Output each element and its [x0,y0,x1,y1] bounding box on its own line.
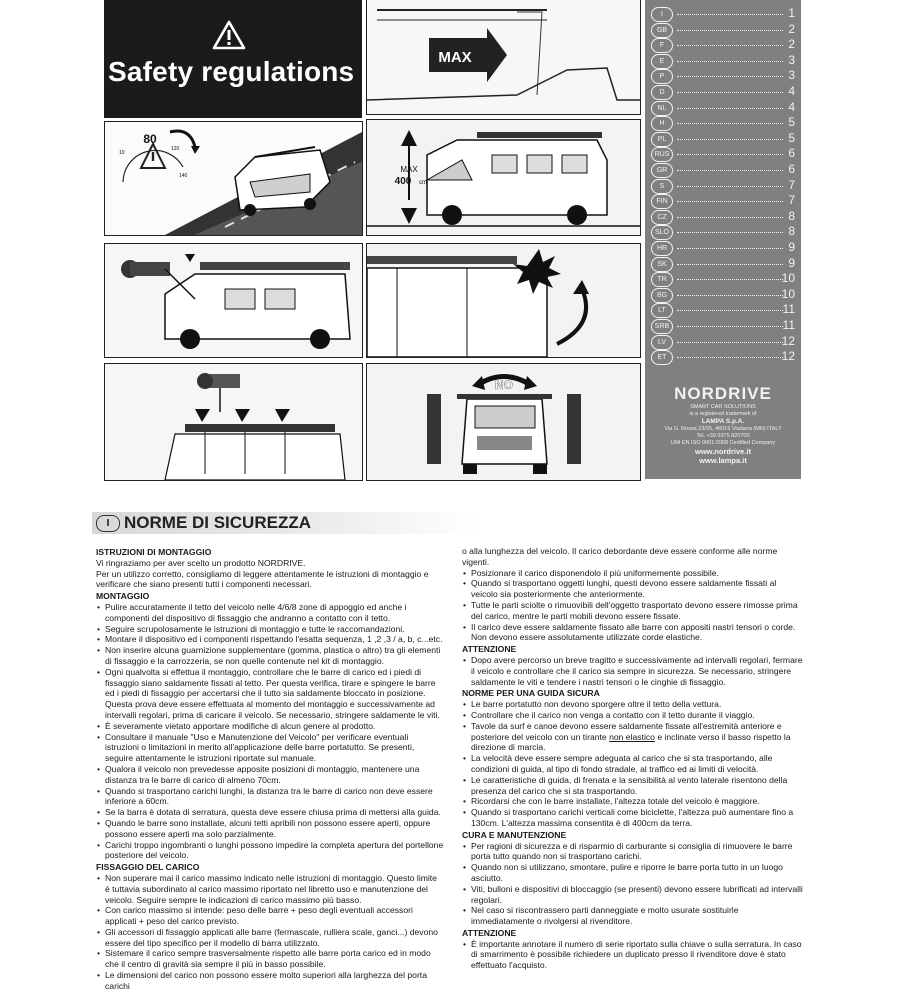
language-row[interactable] [651,287,797,303]
page-number: 2 [788,37,795,52]
page-number: 8 [788,224,795,239]
language-row[interactable] [651,6,797,22]
leader-dots [677,139,783,140]
panel-rear-door [366,243,641,358]
page-number: 9 [788,240,795,254]
list-item: • È importante annotare il numero di serie riportato sulla chiave o sulla serratura. In caso di smarrimento è possibile richiedere un duplicato presso il rivenditore dove è stato effettuato l'acquisto. [462,939,804,971]
language-code: S [651,179,673,194]
language-code: LT [651,303,673,318]
leader-dots [677,14,783,15]
page-number: 7 [788,177,795,192]
section-title: NORME DI SICUREZZA [124,513,311,532]
page-number: 12 [781,349,795,364]
company-cert: UNI EN ISO 9001:2008 Certified Company [670,440,776,446]
list-carico [462,568,804,644]
continued-text: o alla lunghezza del veicolo. Il carico debordante deve essere conforme alle norme vigenti. [462,546,778,567]
list-item: • Gli accessori di fissaggio applicati alle barre (fermascale, rulliera scale, ganci...) devono essere del tipo specifico per il modello di barra utilizzato. [96,927,444,949]
leader-dots [677,279,783,280]
language-code: SLO [651,225,673,240]
list-item: • Con carico massimo si intende: peso delle barre + peso degli eventuali accessori applicati + peso del carico previsto. [96,905,444,927]
speed-value: 80 [143,132,157,146]
language-code: LV [651,335,673,350]
language-row[interactable] [651,209,797,225]
leader-dots [677,310,783,311]
leader-dots [677,326,783,327]
list-item [462,721,804,753]
text-span: Tavole da surf e canoe devono essere saldamente fissate all'estremità anteriore e posteriore del veicolo con un tirante [471,720,782,742]
language-code: RUS [651,147,673,162]
list-item: • Le barre portatutto non devono sporgere oltre il tetto della vettura. [462,699,804,710]
language-row[interactable] [651,302,797,318]
brand-tagline: SMART CAR SOLUTIONS [690,404,756,410]
heading-guida-sicura: NORME PER UNA GUIDA SICURA [462,688,600,699]
brand-block [645,384,801,465]
leader-dots [677,123,783,124]
page-number: 11 [782,302,795,317]
language-code: FIN [651,194,673,209]
language-row[interactable] [651,68,797,84]
language-row[interactable] [651,53,797,69]
list-guida [462,699,804,829]
language-code: CZ [651,210,673,225]
heading-istruzioni: ISTRUZIONI DI MONTAGGIO [96,547,212,557]
leader-dots [677,217,783,218]
page-number: 4 [788,84,795,98]
list-item: • Nel caso si riscontrassero parti danneggiate e molto usurate sostituirle immediatamente o rivolgersi al rivenditore. [462,905,804,927]
language-code: F [651,38,673,53]
heading-fissaggio: FISSAGGIO DEL CARICO [96,862,200,873]
brand-logo: NORDRIVE [674,384,772,403]
underlined-text: non elastico [609,731,655,742]
warning-icon [212,20,246,50]
language-row[interactable] [651,115,797,131]
company-phone: Tel. +39 0375 820700 [696,433,750,439]
panel-max-height [366,119,641,236]
leader-dots [677,264,783,265]
leader-dots [677,154,783,155]
leader-dots [677,248,783,249]
page-number: 5 [788,115,795,130]
height-value: 400 [394,176,412,187]
list-item: • Tutte le parti sciolte o rimuovibili dell'oggetto trasportato devono essere rimosse prima del carico, mentre le parti mobili devono essere fissate. [462,600,804,622]
language-row[interactable] [651,162,797,178]
language-row[interactable] [651,131,797,147]
no-sign-text: NO [495,378,513,392]
list-item: • Per ragioni di sicurezza e di risparmio di carburante si consiglia di rimuovere le barre porta tutto quando non si trasportano carichi. [462,841,804,863]
language-code: SRB [651,319,673,334]
panel-max-load [366,0,641,115]
list-item: • Seguire scrupolosamente le istruzioni di montaggio e tutte le raccomandazioni. [96,624,444,635]
language-code: SK [651,257,673,272]
leader-dots [677,186,783,187]
list-cura [462,841,804,927]
page-number: 2 [788,21,795,36]
page-number: 10 [781,271,795,286]
leader-dots [677,170,783,171]
leader-dots [677,342,783,343]
page-number: 7 [788,193,795,208]
language-badge: I [96,515,120,532]
language-code: TR [651,272,673,287]
list-item: • Consultare il manuale "Uso e Manutenzione del Veicolo" per verificare eventuali istruzioni o limitazioni in merito all'applicazione delle barre portatutto. Se presenti, seguire attentamente le istruzioni riportate sul manuale. [96,732,444,764]
list-item: • Se la barra è dotata di serratura, questa deve essere chiusa prima di mettersi alla guida. [96,807,444,818]
intro-paragraph: Per un utilizzo corretto, consigliamo di leggere attentamente le istruzioni di montaggio e verificare che siano presenti tutti i componenti necessari. [96,568,429,590]
panel-speed-limit [104,121,363,236]
list-montaggio [96,602,444,861]
leader-dots [677,232,783,233]
language-code: ET [651,350,673,365]
list-item: • Viti, bulloni e dispositivi di bloccaggio (se presenti) devono essere lubrificati ad intervalli regolari. [462,884,804,906]
language-code: HR [651,241,673,256]
list-item: • Quando non si utilizzano, smontare, pulire e riporre le barre porta tutto in un luogo asciutto. [462,862,804,884]
language-code: P [651,69,673,84]
list-item: • Ogni qualvolta si effettua il montaggio, controllare che le barre di carico ed i piedi di fissaggio siano saldamente fissati al tetto. Per questa verifica, tirare e spingere le barre ed i piedi di fissaggio per accertarsi che il tutto sia saldamente bloccato in posizione. Questa prova deve essere effettuata al momento del montaggio e successivamente ad intervalli regolari, prima di caricare il veicolo. Se necessario, stringere saldamente le viti. [96,667,444,721]
list-item: • Dopo avere percorso un breve tragitto e successivamente ad intervalli regolari, fermare il veicolo e controllare che il carico sia sempre in sicurezza. Se necessario, stringere saldamente le viti e tendere i nastri tensori o le cinghie di fissaggio. [462,655,804,687]
language-row[interactable] [651,334,797,350]
list-item: • Quando si trasportano carichi verticali come biciclette, l'altezza può aumentare fino a 130cm. L'altezza massima consentita è di 400cm da terra. [462,807,804,829]
heading-cura: CURA E MANUTENZIONE [462,829,567,840]
safety-header [104,0,362,118]
height-label: MAX [400,165,418,174]
height-unit: cm [419,180,427,186]
list-item: • Le dimensioni del carico non possono essere molto superiori alla larghezza del porta carichi [96,970,444,992]
leader-dots [677,45,783,46]
panel-tie-down [104,363,363,481]
list-item: • Ricordarsi che con le barre installate, l'altezza totale del veicolo è maggiore. [462,796,804,807]
page-number: 12 [781,333,795,348]
page-number: 6 [788,146,795,161]
heading-attenzione: ATTENZIONE [462,927,517,938]
list-item: • Posizionare il carico disponendolo il più uniformemente possibile. [462,568,804,579]
language-code: PL [651,132,673,147]
language-code: E [651,54,673,69]
language-row[interactable] [651,37,797,53]
website-nordrive[interactable]: www.nordrive.it [695,447,751,456]
language-row[interactable] [651,271,797,287]
list-item: • Quando le barre sono installate, alcuni tetti apribili non possono essere aperti, oppure possono essere aperti ma solo parzialmente. [96,818,444,840]
page-number: 5 [788,130,795,145]
list-fissaggio [96,873,444,992]
language-index [645,0,801,479]
website-lampa[interactable]: www.lampa.it [699,456,747,465]
list-item: • Quando si trasportano carichi lunghi, la distanza tra le barre di carico non deve essere inferiore a 60cm. [96,786,444,808]
speed-tick: 10 [119,150,125,156]
speed-tick: 140 [179,173,188,179]
language-row[interactable] [651,178,797,194]
list-item: • È severamente vietato apportare modifiche di alcun genere al prodotto. [96,721,444,732]
page-title: Safety regulations [108,56,355,87]
text-span: e inclinate verso il basso rispetto la direzione di marcia. [471,731,791,753]
list-item: • Il carico deve essere saldamente fissato alle barre con appositi nastri tensori o corde. Non devono essere assolutamente utilizzate corde elastiche. [462,622,804,644]
speed-tick: 120 [171,146,180,152]
leader-dots [677,61,783,62]
heading-attenzione: ATTENZIONE [462,644,517,655]
language-row[interactable] [651,256,797,272]
page-number: 3 [788,52,795,67]
panel-strap-load [104,243,363,358]
language-code: I [651,7,673,22]
text-column-right [462,546,804,971]
intro-paragraph: Vi ringraziamo per aver scelto un prodotto NORDRIVE. [96,557,306,568]
language-code: NL [651,101,673,116]
list-item: • Non inserire alcuna guarnizione supplementare (gomma, plastica o altro) tra gli elementi di fissaggio e la carrozzeria, se non quelle contenute nel kit di montaggio. [96,645,444,667]
list-item: • Controllare che il carico non venga a contatto con il tetto durante il viaggio. [462,710,804,721]
leader-dots [677,108,783,109]
list-item: • La velocità deve essere sempre adeguata al carico che si sta trasportando, alle condizioni di guida, al tipo di fondo stradale, al traffico ed ai limiti di velocità. [462,753,804,775]
page-number: 9 [788,255,795,270]
list-item: • Pulire accuratamente il tetto del veicolo nelle 4/6/8 zone di appoggio ed anche i componenti del dispositivo di fissaggio che andranno a contatto con il tetto. [96,602,444,624]
list-attenzione [462,655,804,687]
language-code: H [651,116,673,131]
list-attenzione [462,939,804,971]
language-row[interactable] [651,146,797,162]
language-code: GR [651,163,673,178]
leader-dots [677,76,783,77]
language-row[interactable] [651,22,797,38]
company-name: LAMPA S.p.A. [701,418,745,425]
panel-no-wide-load [366,363,641,481]
leader-dots [677,295,783,296]
leader-dots [677,92,783,93]
language-row[interactable] [651,84,797,100]
list-item: • Carichi troppo ingombranti o lunghi possono impedire la completa apertura del portellone posteriore del veicolo. [96,840,444,862]
leader-dots [677,201,783,202]
trademark-line: is a registered trademark of [689,411,757,417]
company-address: Via G. Rossa 23/25, 46019 Viadana (MN) ITALY [664,426,782,432]
language-row[interactable] [651,318,797,334]
max-sign-text: MAX [438,49,472,66]
list-item: • Le caratteristiche di guida, di frenata e la sensibilità al vento laterale risentono della presenza del carico che si sta trasportando. [462,775,804,797]
text-column-left [96,546,444,992]
list-item: • Sistemare il carico sempre trasversalmente rispetto alle barre porta carico ed in modo che il centro di gravità sia sempre il più in basso possibile. [96,948,444,970]
language-code: D [651,85,673,100]
list-item: • Montare il dispositivo ed i componenti rispettando l'esatta sequenza, 1 ,2 ,3 / a, b, c...etc. [96,634,444,645]
page-number: 3 [788,68,795,83]
heading-montaggio: MONTAGGIO [96,591,150,602]
language-row[interactable] [651,240,797,256]
language-code: GB [651,23,673,38]
language-code: BG [651,288,673,303]
page-number: 1 [788,6,795,20]
leader-dots [677,357,783,358]
page-number: 11 [782,318,795,332]
leader-dots [677,30,783,31]
section-header [92,512,480,534]
language-row[interactable] [651,349,797,365]
list-item: • Quando si trasportano oggetti lunghi, questi devono essere saldamente fissati al veicolo sia posteriormente che anteriormente. [462,578,804,600]
language-row[interactable] [651,193,797,209]
list-item: • Non superare mai il carico massimo indicato nelle istruzioni di montaggio. Questo limite è tuttavia subordinato al carico massimo riportato nel libretto uso e manutenzione del veicolo. Seguire sempre le indicazioni di carico massimo più basso. [96,873,444,905]
language-row[interactable] [651,100,797,116]
page-number: 6 [788,162,795,176]
page-number: 4 [788,99,795,114]
page-number: 10 [781,286,795,301]
language-row[interactable] [651,224,797,240]
list-item: • Qualora il veicolo non prevedesse apposite posizioni di montaggio, mantenere una distanza tra le barre di carico di almeno 70cm. [96,764,444,786]
page-number: 8 [788,208,795,223]
